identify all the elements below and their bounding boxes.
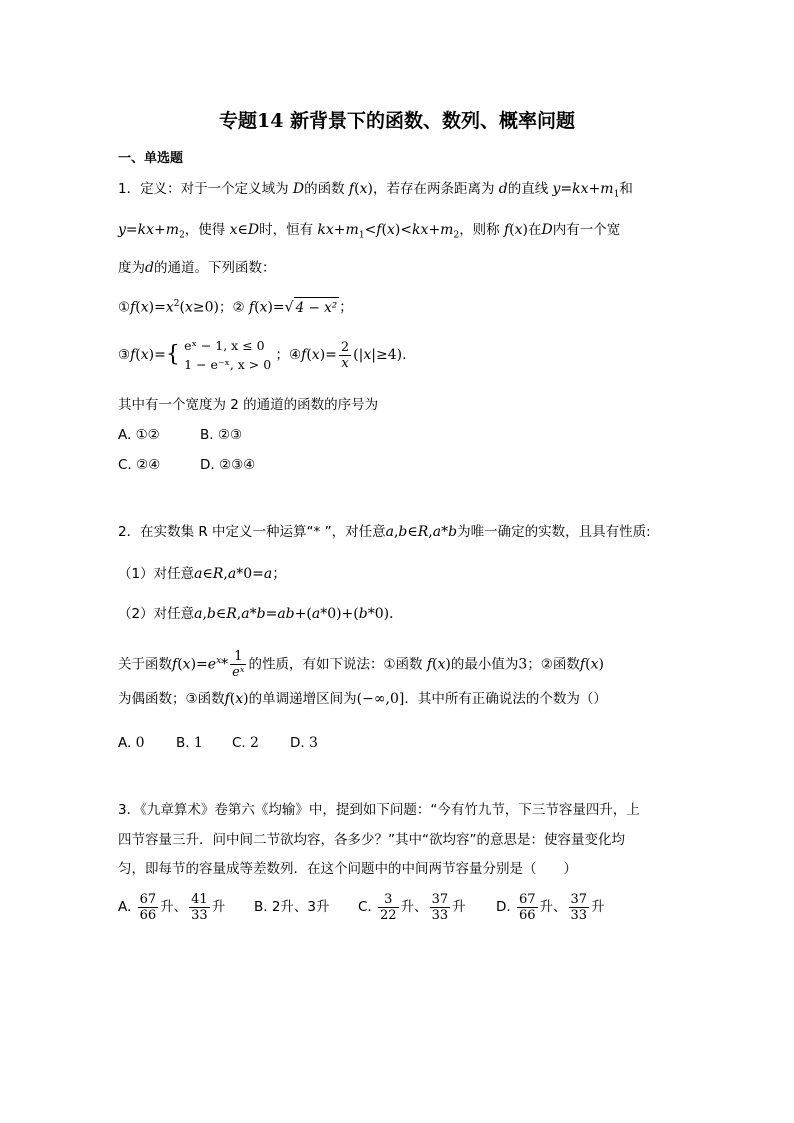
q1-option-d[interactable]: D. ②③④ xyxy=(200,457,256,473)
q1-option-c[interactable]: C. ②④ xyxy=(118,457,161,473)
q1-functions-2: ③f(x)={ eˣ − 1, x ≤ 0 1 − e⁻ˣ, x > 0 ；④f(x)= $\frac{2}{x}$ (|x|≥4)． xyxy=(118,338,417,372)
q1-question: 其中有一个宽度为 2 的通道的函数的序号为 xyxy=(118,397,379,413)
q3-options xyxy=(118,888,605,926)
q2-line-4: 关于函数$f(x)=e^x*$ $\frac{1}{\text{eˣ}}$ 的性质，有如下说法：①函数 f(x)的最小值为3；②函数f(x) xyxy=(118,649,604,680)
q1-option-b[interactable]: B. ②③ xyxy=(200,427,243,443)
q3-line-2: 四节容量三升．问中间二节欲均容，各多少？”其中“欲均容”的意思是：使容量变化均 xyxy=(118,832,625,848)
q3-option-a[interactable]: A. $\frac{67}{66}$ 升、 $\frac{41}{33}$ 升 xyxy=(118,891,226,923)
q3-line-3: 匀，即每节的容量成等差数列．在这个问题中的中间两节容量分别是（ ） xyxy=(118,861,577,877)
q1-options-row-2 xyxy=(118,455,255,475)
q2-option-b[interactable]: B. 1 xyxy=(176,735,203,751)
piecewise-function: eˣ − 1, x ≤ 0 1 − e⁻ˣ, x > 0 xyxy=(184,338,272,372)
q3-line-1: 3．《九章算术》卷第六《均输》中，提到如下问题：“今有竹九节，下三节容量四升，上 xyxy=(118,802,640,818)
q1-line-1: 1．定义：对于一个定义域为 D的函数 f(x)，若存在两条距离为 d的直线 $y=kx+m_1$和 xyxy=(118,181,633,200)
q1-option-a[interactable]: A. ①② xyxy=(118,427,160,443)
document-title: 专题14 新背景下的函数、数列、概率问题 xyxy=(218,110,576,132)
q3-option-b[interactable]: B. 2升、3升 xyxy=(254,899,330,915)
q2-property-2: （2）对任意a,b∈R,a*b=ab+(a*0)+(b*0)． xyxy=(118,606,404,622)
q2-options xyxy=(118,733,318,753)
q1-options-row-1 xyxy=(118,425,242,445)
section-heading: 一、单选题 xyxy=(118,151,184,166)
q2-option-c[interactable]: C. 2 xyxy=(232,735,259,751)
q2-option-d[interactable]: D. 3 xyxy=(290,735,318,751)
q1-functions-1: $①f(x)=x^2(x\ge 0)$；② f(x)=√ 4 − x² ； xyxy=(118,294,353,318)
q1-line-2: $y=kx+m_2$，使得 x∈D时，恒有 $kx+m_1<f(x)<kx+m_2$，则称 f(x)在D内有一个宽 xyxy=(118,222,621,241)
q2-line-5: 为偶函数；③函数f(x)的单调递增区间为(−∞,0]．其中所有正确说法的个数为（） xyxy=(118,691,607,707)
q1-line-3: 度为d的通道。下列函数： xyxy=(118,260,276,276)
q3-option-d[interactable]: D. $\frac{67}{66}$ 升、 $\frac{37}{33}$ 升 xyxy=(496,891,605,923)
q2-option-a[interactable]: A. 0 xyxy=(118,735,145,751)
q2-line-1: 2．在实数集 R 中定义一种运算“* ”，对任意a,b∈R,a*b为唯一确定的实数，且具有性质: xyxy=(118,524,651,540)
q2-property-1: （1）对任意a∈R,a*0=a； xyxy=(118,566,287,582)
q3-option-c[interactable]: C. $\frac{3}{22}$ 升、 $\frac{37}{33}$ 升 xyxy=(358,891,466,923)
